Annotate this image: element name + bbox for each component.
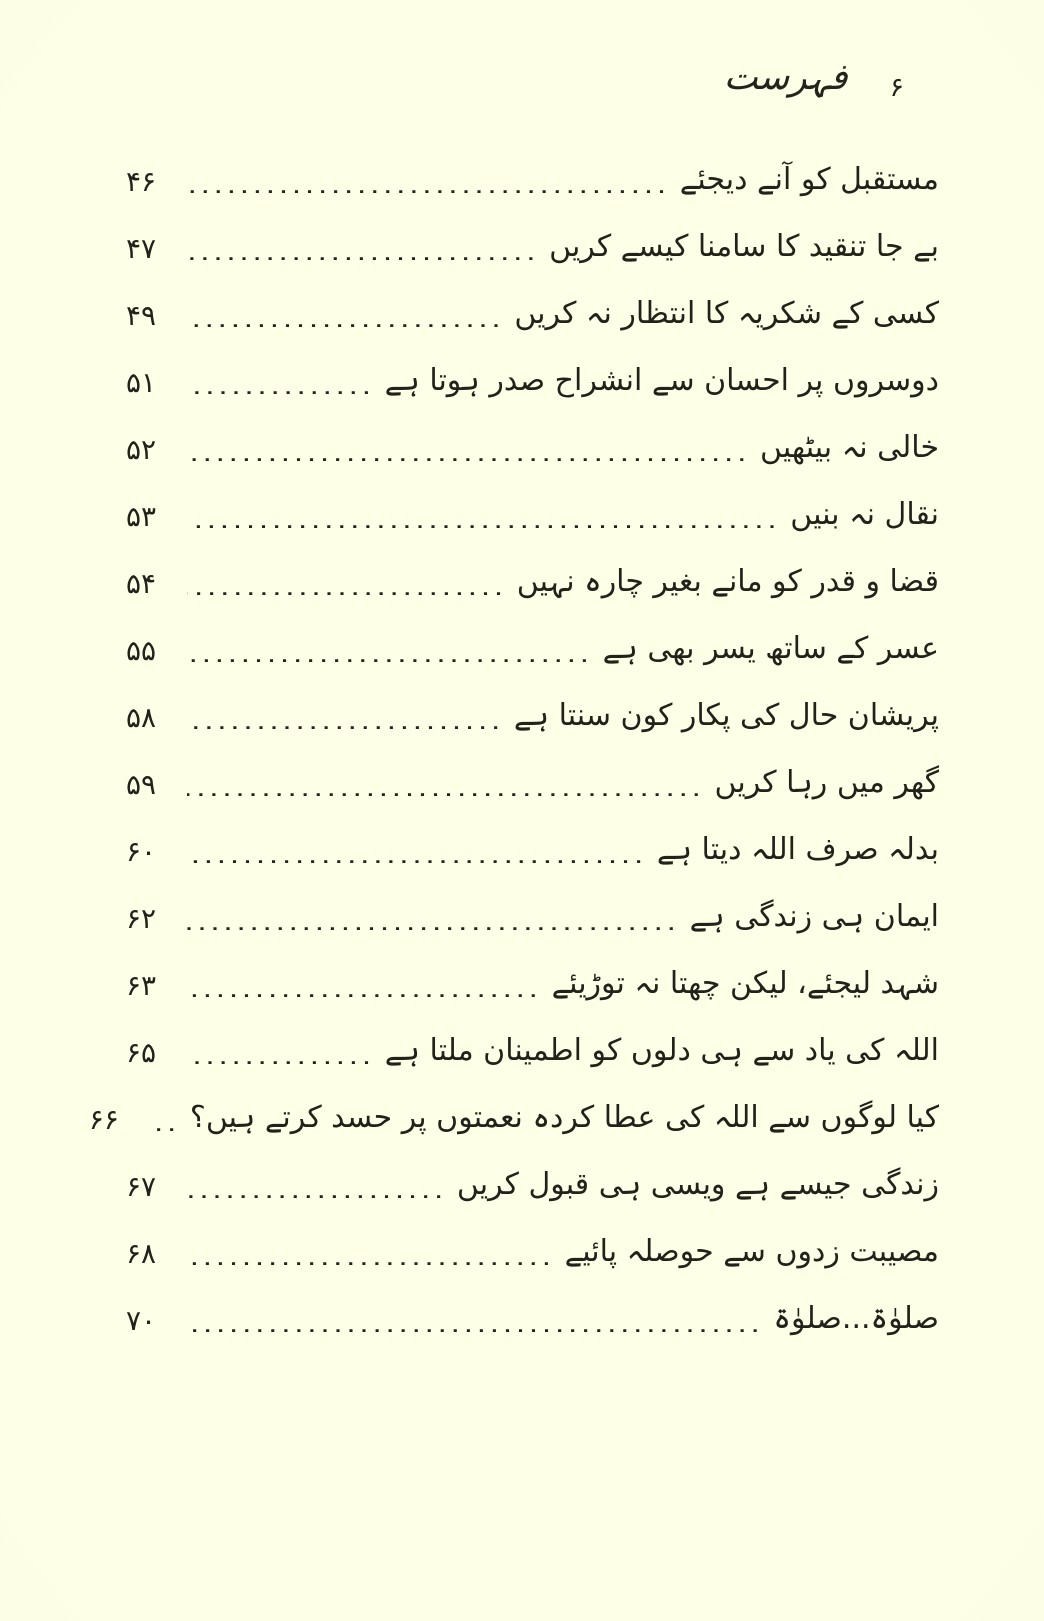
toc-entry[interactable] bbox=[105, 1167, 939, 1240]
toc-entry-page-number: ۵۱ bbox=[125, 366, 157, 399]
toc-entry[interactable] bbox=[105, 698, 939, 771]
toc-entry[interactable] bbox=[105, 631, 939, 704]
toc-entry[interactable] bbox=[105, 363, 939, 436]
toc-entry-title: زندگی جیسے ہے ویسی ہی قبول کریں bbox=[456, 1167, 939, 1202]
toc-entry[interactable] bbox=[105, 430, 939, 503]
toc-entry-page-number: ۴۶ bbox=[125, 165, 157, 198]
toc-entry[interactable] bbox=[105, 832, 939, 905]
toc-entry-page-number: ۶۲ bbox=[125, 902, 157, 935]
toc-entry-title: نقال نہ بنیں bbox=[790, 497, 939, 532]
toc-leader-dots bbox=[187, 1182, 447, 1198]
toc-entry-page-number: ۶۶ bbox=[88, 1103, 119, 1136]
toc-entry-title: دوسروں پر احسان سے انشراح صدر ہوتا ہے bbox=[384, 363, 939, 398]
toc-leader-dots bbox=[187, 445, 750, 461]
toc-entry-page-number: ۵۳ bbox=[125, 500, 157, 533]
toc-entry[interactable] bbox=[88, 1100, 939, 1173]
toc-leader-dots bbox=[187, 378, 375, 394]
toc-leader-dots bbox=[187, 713, 504, 729]
toc-entry-title: پریشان حال کی پکار کون سنتا ہے bbox=[513, 698, 939, 733]
toc-entry-title: صلوٰۃ...صلوٰۃ bbox=[773, 1301, 939, 1336]
toc-entry-page-number: ۵۸ bbox=[125, 701, 157, 734]
toc-entry-title: کیا لوگوں سے اللہ کی عطا کردہ نعمتوں پر حسد کرتے ہیں؟ bbox=[189, 1100, 939, 1135]
toc-entry[interactable] bbox=[105, 296, 939, 369]
toc-entry-title: اللہ کی یاد سے ہی دلوں کو اطمینان ملتا ہے bbox=[384, 1033, 939, 1068]
toc-leader-dots bbox=[187, 177, 670, 193]
toc-entry-page-number: ۷۰ bbox=[125, 1304, 157, 1337]
page-title: فہرست bbox=[723, 57, 848, 98]
toc-leader-dots bbox=[187, 1249, 555, 1265]
toc-leader-dots bbox=[187, 914, 680, 930]
toc-leader-dots bbox=[187, 981, 542, 997]
toc-entry[interactable] bbox=[105, 229, 939, 302]
toc-entry[interactable] bbox=[105, 966, 939, 1039]
toc-entry[interactable] bbox=[105, 162, 939, 235]
toc-entry-page-number: ۶۵ bbox=[125, 1036, 157, 1069]
toc-entry-page-number: ۵۵ bbox=[125, 634, 157, 667]
toc-entry-page-number: ۴۷ bbox=[125, 232, 157, 265]
toc-entry[interactable] bbox=[105, 564, 939, 637]
toc-entry-title: خالی نہ بیٹھیں bbox=[759, 430, 939, 465]
toc-leader-dots bbox=[187, 244, 539, 260]
toc-entry-title: گھر میں رہا کریں bbox=[714, 765, 939, 800]
toc-entry-page-number: ۶۸ bbox=[125, 1237, 157, 1270]
toc-entry-page-number: ۵۲ bbox=[125, 433, 157, 466]
toc-entry[interactable] bbox=[105, 497, 939, 570]
toc-entry-title: بدلہ صرف اللہ دیتا ہے bbox=[656, 832, 939, 867]
toc-entry-title: کسی کے شکریہ کا انتظار نہ کریں bbox=[514, 296, 939, 331]
toc-entry-page-number: ۴۹ bbox=[125, 299, 157, 332]
toc-entry-page-number: ۶۳ bbox=[125, 969, 157, 1002]
toc-entry-page-number: ۵۹ bbox=[125, 768, 157, 801]
toc-entry[interactable] bbox=[105, 1033, 939, 1106]
toc-leader-dots bbox=[150, 1115, 180, 1131]
page-header bbox=[140, 57, 904, 130]
toc-entry-title: بے جا تنقید کا سامنا کیسے کریں bbox=[549, 229, 939, 264]
toc-leader-dots bbox=[187, 780, 705, 796]
toc-leader-dots bbox=[187, 646, 593, 662]
toc-leader-dots bbox=[187, 1048, 375, 1064]
toc-entry-title: مستقبل کو آنے دیجئے bbox=[679, 162, 939, 197]
toc-entry[interactable] bbox=[105, 1234, 939, 1307]
toc-entry-title: قضا و قدر کو مانے بغیر چارہ نہیں bbox=[516, 564, 939, 599]
toc-entry[interactable] bbox=[105, 1301, 939, 1374]
toc-leader-dots bbox=[187, 579, 507, 595]
toc-entry-page-number: ۶۷ bbox=[125, 1170, 157, 1203]
toc-entry[interactable] bbox=[105, 765, 939, 838]
toc-leader-dots bbox=[187, 311, 504, 327]
header-page-number: ۶ bbox=[889, 72, 904, 103]
toc-leader-dots bbox=[187, 847, 647, 863]
toc-entry-page-number: ۶۰ bbox=[125, 835, 157, 868]
toc-leader-dots bbox=[187, 1316, 763, 1332]
toc-entry-title: مصیبت زدوں سے حوصلہ پائیے bbox=[564, 1234, 939, 1269]
toc-entry-title: شہد لیجئے، لیکن چھتا نہ توڑیئے bbox=[551, 966, 939, 1001]
toc-entry[interactable] bbox=[105, 899, 939, 972]
table-of-contents bbox=[88, 162, 939, 1374]
toc-entry-title: ایمان ہی زندگی ہے bbox=[689, 899, 939, 934]
toc-leader-dots bbox=[187, 512, 780, 528]
toc-entry-title: عسر کے ساتھ یسر بھی ہے bbox=[602, 631, 939, 666]
toc-entry-page-number: ۵۴ bbox=[125, 567, 157, 600]
